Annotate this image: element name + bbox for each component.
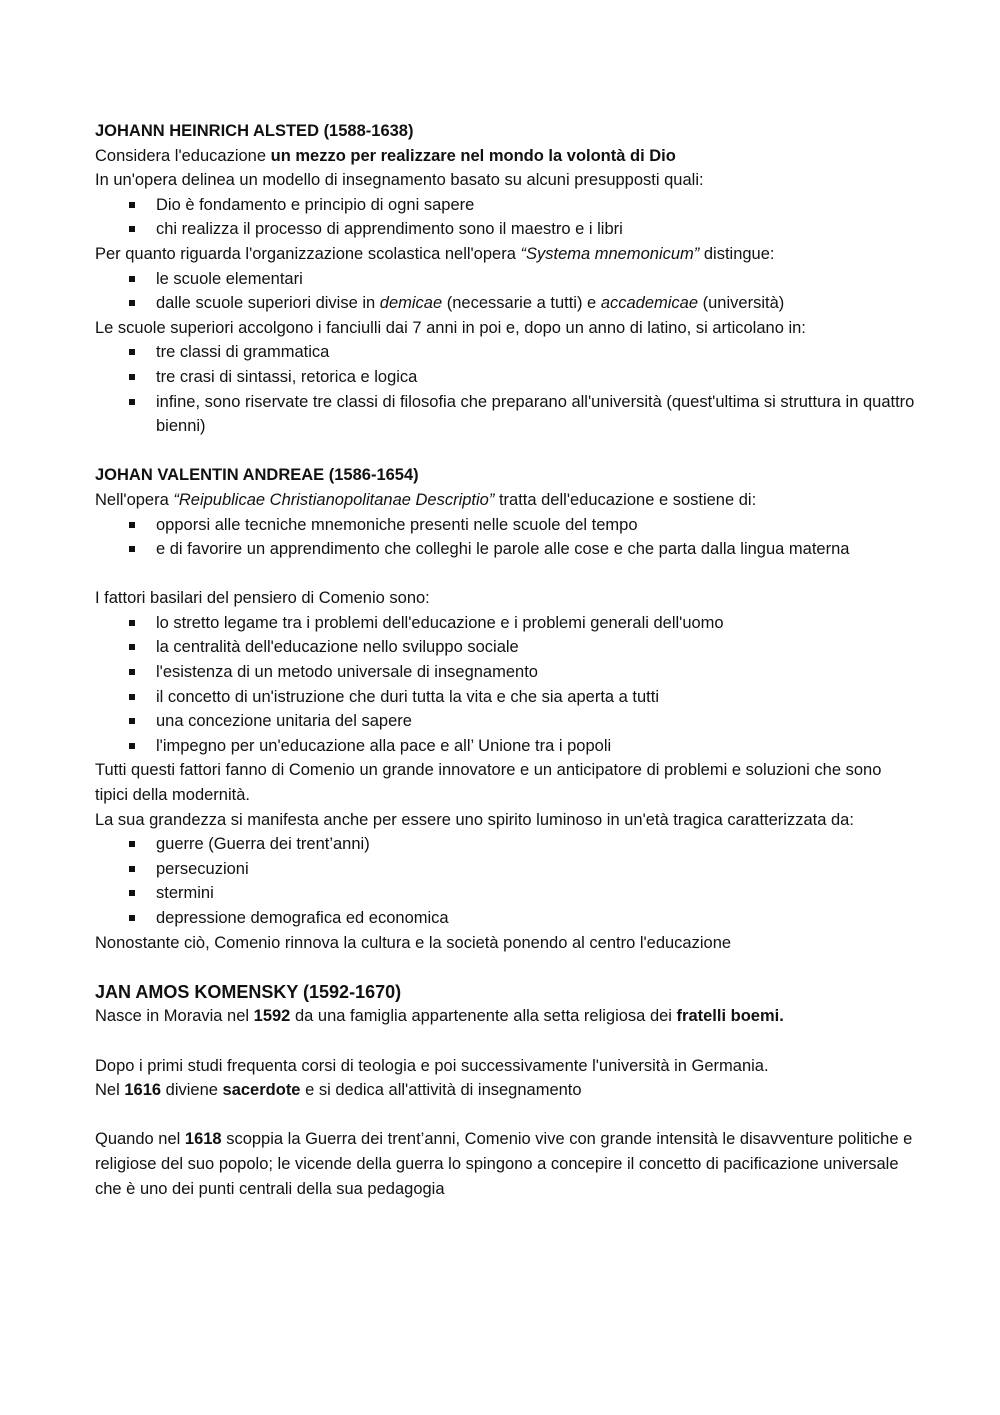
text: (necessarie a tutti) e xyxy=(442,294,601,313)
paragraph: In un'opera delinea un modello di insegnamento basato su alcuni presupposti quali: xyxy=(95,171,704,190)
bullet-list xyxy=(95,267,915,316)
text: (università) xyxy=(698,294,785,313)
list-item: opporsi alle tecniche mnemoniche presenti nelle scuole del tempo xyxy=(95,513,915,538)
list-item: il concetto di un'istruzione che duri tutta la vita e che sia aperta a tutti xyxy=(95,685,915,710)
paragraph xyxy=(95,242,915,267)
bullet-list xyxy=(95,193,915,242)
text: Per quanto riguarda l'organizzazione scolastica nell'opera xyxy=(95,244,521,263)
list-item: l'impegno per un'educazione alla pace e all’ Unione tra i popoli xyxy=(95,734,915,759)
list-item: persecuzioni xyxy=(95,857,915,882)
list-item: e di favorire un apprendimento che colleghi le parole alle cose e che parta dalla lingua materna xyxy=(95,537,915,562)
bullet-list xyxy=(95,513,915,562)
text: da una famiglia appartenente alla setta religiosa dei xyxy=(290,1007,677,1026)
text: dalle scuole superiori divise in xyxy=(156,294,380,313)
paragraph: Le scuole superiori accolgono i fanciulli dai 7 anni in poi e, dopo un anno di latino, si articolano in: xyxy=(95,318,806,337)
bold-text: un mezzo per realizzare nel mondo la volontà di Dio xyxy=(270,146,676,165)
paragraph: La sua grandezza si manifesta anche per essere uno spirito luminoso in un'età tragica caratterizzata da: xyxy=(95,810,854,829)
paragraph xyxy=(95,1004,915,1029)
paragraph xyxy=(95,1078,915,1103)
bullet-list xyxy=(95,832,915,930)
bold-text: 1592 xyxy=(253,1007,291,1026)
italic-text: “Systema mnemonicum” xyxy=(520,244,700,263)
text: Nasce in Moravia nel xyxy=(95,1007,254,1026)
list-item: guerre (Guerra dei trent’anni) xyxy=(95,832,915,857)
list-item: lo stretto legame tra i problemi dell'educazione e i problemi generali dell'uomo xyxy=(95,611,915,636)
list-item: una concezione unitaria del sapere xyxy=(95,709,915,734)
paragraph xyxy=(95,488,915,513)
italic-text: accademicae xyxy=(600,294,699,313)
bold-text: 1616 xyxy=(124,1081,162,1100)
paragraph: I fattori basilari del pensiero di Comenio sono: xyxy=(95,589,430,608)
bullet-list xyxy=(95,611,915,759)
spacer xyxy=(95,955,915,980)
text: e si dedica all'attività di insegnamento xyxy=(300,1081,582,1100)
list-item: chi realizza il processo di apprendimento sono il maestro e i libri xyxy=(95,217,915,242)
list-item: l'esistenza di un metodo universale di insegnamento xyxy=(95,660,915,685)
list-item: stermini xyxy=(95,881,915,906)
text: scoppia la Guerra dei trent’anni, Comenio vive con grande intensità le disavventure politiche e religiose del suo popolo; le vicende della guerra lo spingono a concepire il concetto di pacificazione universale che è uno dei punti centrali della sua pedagogia xyxy=(95,1130,913,1198)
text: distingue: xyxy=(699,244,775,263)
paragraph xyxy=(95,144,915,169)
section-title-andreae: JOHAN VALENTIN ANDREAE (1586-1654) xyxy=(95,466,419,485)
text: tratta dell'educazione e sostiene di: xyxy=(494,490,757,509)
section-title-komensky: JAN AMOS KOMENSKY (1592-1670) xyxy=(95,981,402,1002)
text: Nell'opera xyxy=(95,490,174,509)
text: Considera l'educazione xyxy=(95,146,271,165)
text: Quando nel xyxy=(95,1130,185,1149)
list-item: le scuole elementari xyxy=(95,267,915,292)
text: diviene xyxy=(161,1081,223,1100)
list-item: infine, sono riservate tre classi di filosofia che preparano all'università (quest'ultima si struttura in quattro bienni) xyxy=(95,390,915,439)
list-item: depressione demografica ed economica xyxy=(95,906,915,931)
bullet-list xyxy=(95,340,915,438)
list-item xyxy=(95,291,915,316)
bold-text: fratelli boemi. xyxy=(676,1007,784,1026)
paragraph xyxy=(95,1127,915,1201)
document-page xyxy=(95,119,915,1201)
spacer xyxy=(95,1029,915,1054)
spacer xyxy=(95,1103,915,1128)
list-item: tre crasi di sintassi, retorica e logica xyxy=(95,365,915,390)
italic-text: “Reipublicae Christianopolitanae Descriptio” xyxy=(173,490,495,509)
bold-text: sacerdote xyxy=(222,1081,301,1100)
list-item: Dio è fondamento e principio di ogni sapere xyxy=(95,193,915,218)
list-item: la centralità dell'educazione nello sviluppo sociale xyxy=(95,635,915,660)
section-title-alsted: JOHANN HEINRICH ALSTED (1588-1638) xyxy=(95,122,414,140)
spacer xyxy=(95,439,915,464)
spacer xyxy=(95,562,915,587)
paragraph: Tutti questi fattori fanno di Comenio un grande innovatore e un anticipatore di problemi e soluzioni che sono tipici della modernità. xyxy=(95,761,882,805)
text: Nel xyxy=(95,1081,125,1100)
italic-text: demicae xyxy=(379,294,443,313)
list-item: tre classi di grammatica xyxy=(95,340,915,365)
paragraph: Dopo i primi studi frequenta corsi di teologia e poi successivamente l'università in Germania. xyxy=(95,1056,769,1075)
paragraph: Nonostante ciò, Comenio rinnova la cultura e la società ponendo al centro l'educazione xyxy=(95,933,732,952)
bold-text: 1618 xyxy=(184,1130,222,1149)
